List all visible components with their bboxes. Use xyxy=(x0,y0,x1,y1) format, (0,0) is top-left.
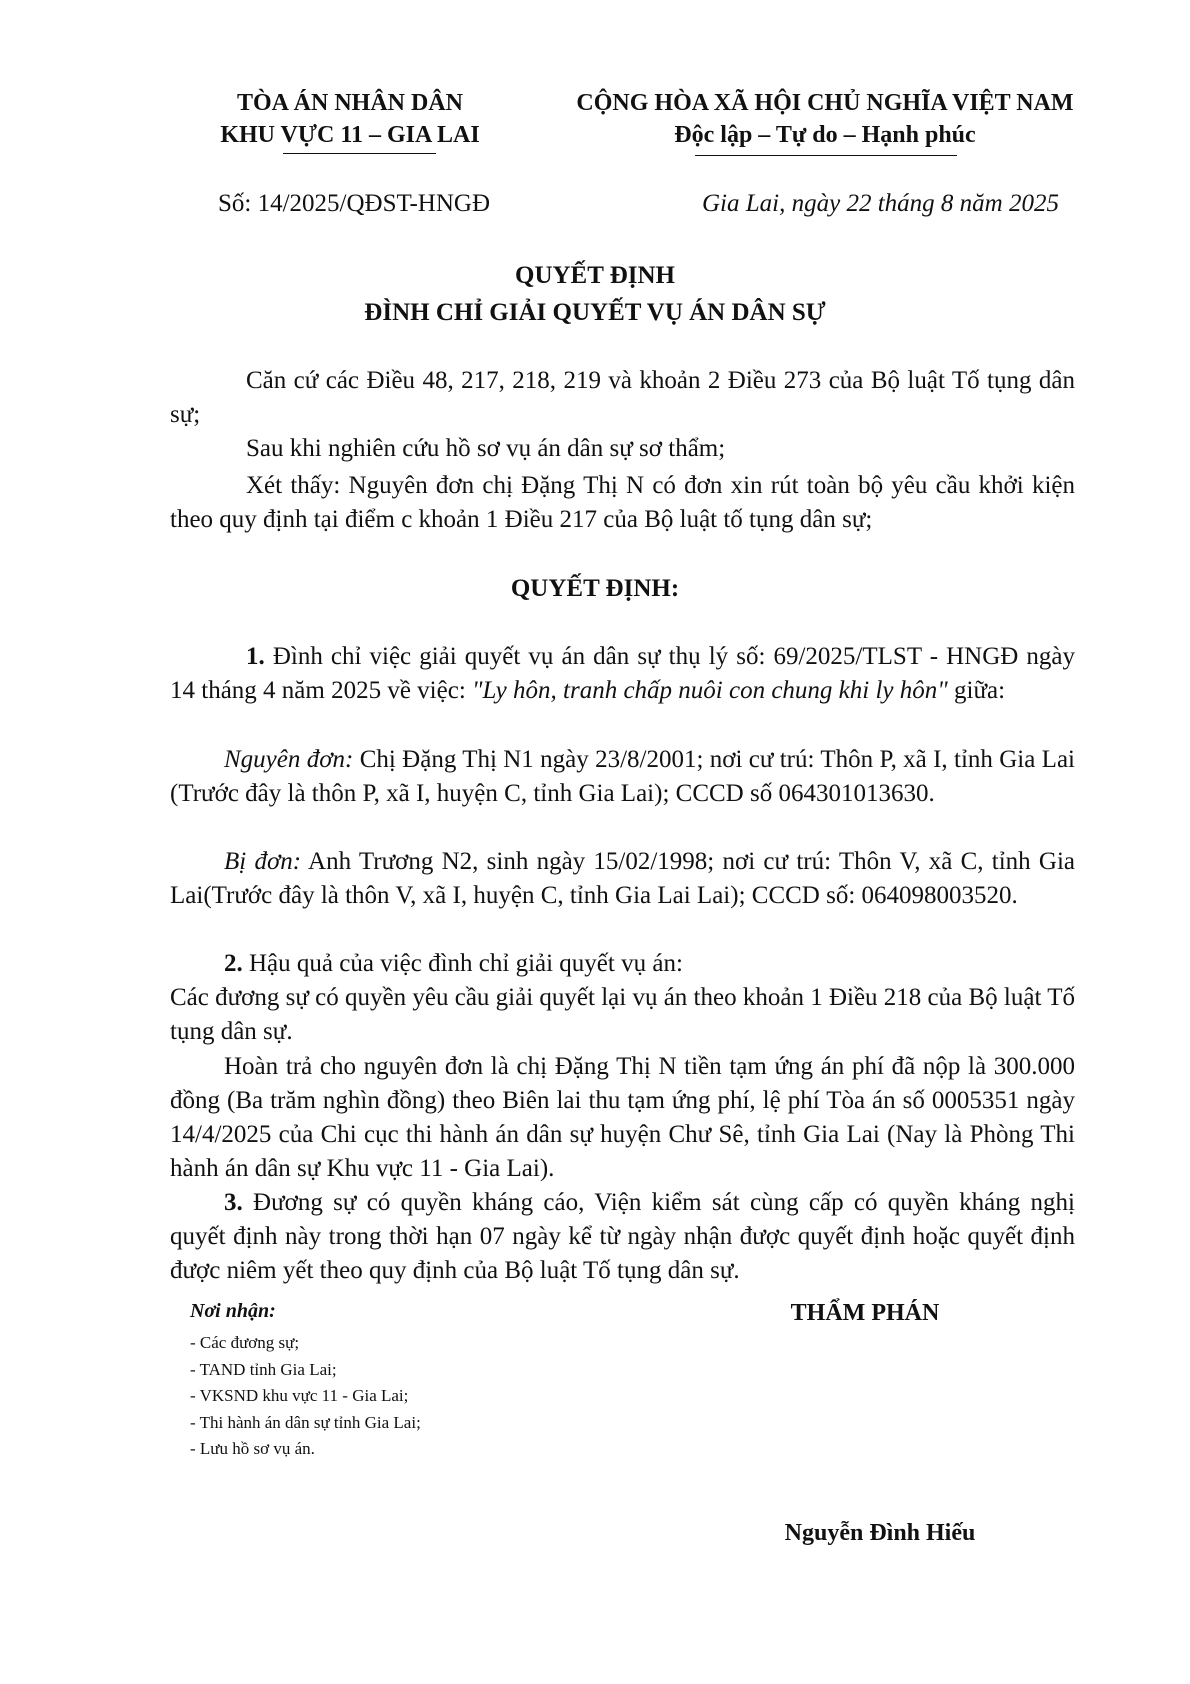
plaintiff-info xyxy=(170,743,1075,811)
refiling-rights: Các đương sự có quyền yêu cầu giải quyết lại vụ án theo khoản 1 Điều 218 của Bộ luật Tố tụng dân sự. xyxy=(170,984,1075,1045)
place-date: Gia Lai, ngày 22 tháng 8 năm 2025 xyxy=(702,190,1059,217)
item-number: 1. xyxy=(246,643,265,670)
item-text: Hậu quả của việc đình chỉ giải quyết vụ án: xyxy=(242,950,683,977)
case-name: "Ly hôn, tranh chấp nuôi con chung khi ly hôn" xyxy=(472,677,948,704)
item-text-end: giữa: xyxy=(947,677,1006,704)
plaintiff-label: Nguyên đơn: xyxy=(224,746,354,773)
national-title: CỘNG HÒA XÃ HỘI CHỦ NGHĨA VIỆT NAM xyxy=(576,90,1074,116)
defendant-label: Bị đơn: xyxy=(224,848,302,875)
study-note: Sau khi nghiên cứu hồ sơ vụ án dân sự sơ thẩm; xyxy=(246,435,726,462)
recipients-heading: Nơi nhận: xyxy=(190,1300,276,1322)
item-number: 2. xyxy=(224,950,243,977)
consideration: Xét thấy: Nguyên đơn chị Đặng Thị N có đơn xin rút toàn bộ yêu cầu khởi kiện theo quy định tại điểm c khoản 1 Điều 217 của Bộ luật tố tụng dân sự; xyxy=(170,472,1075,533)
signer-title: THẨM PHÁN xyxy=(790,1300,940,1326)
document-subtitle: ĐÌNH CHỈ GIẢI QUYẾT VỤ ÁN DÂN SỰ xyxy=(364,299,826,326)
recipient-item: - Các đương sự; xyxy=(190,1333,300,1352)
court-name-line2: KHU VỰC 11 – GIA LAI xyxy=(220,122,480,148)
recipients-list xyxy=(190,1330,421,1463)
decision-item-1 xyxy=(170,640,1075,708)
item-number: 3. xyxy=(224,1189,243,1216)
fee-refund: Hoàn trả cho nguyên đơn là chị Đặng Thị N tiền tạm ứng án phí đã nộp là 300.000 đồng (Ba trăm nghìn đồng) theo Biên lai thu tạm ứng phí, lệ phí Tòa án số 0005351 ngày 14/4/2025 của Chi cục thi hành án dân sự huyện Chư Sê, tỉnh Gia Lai (Nay là Phòng Thi hành án dân sự Khu vực 11 - Gia Lai). xyxy=(170,1053,1075,1182)
national-motto: Độc lập – Tự do – Hạnh phúc xyxy=(674,122,976,148)
defendant-info xyxy=(170,845,1075,913)
document-title: QUYẾT ĐỊNH xyxy=(515,262,675,289)
defendant-text: Anh Trương N2, sinh ngày 15/02/1998; nơi cư trú: Thôn V, xã C, tỉnh Gia Lai(Trước đây là thôn V, xã I, huyện C, tỉnh Gia Lai Lai); CCCD số: 064098003520. xyxy=(170,848,1075,909)
item-text: Đình chỉ việc giải quyết vụ án dân sự thụ lý số: 69/2025/TLST - HNGĐ ngày 14 tháng 4 năm 2025 về việc: xyxy=(170,643,1075,704)
decision-heading: QUYẾT ĐỊNH: xyxy=(510,575,680,602)
recipient-item: - TAND tỉnh Gia Lai; xyxy=(190,1359,337,1379)
court-name-line1: TÒA ÁN NHÂN DÂN xyxy=(236,90,463,116)
legal-basis: Căn cứ các Điều 48, 217, 218, 219 và khoản 2 Điều 273 của Bộ luật Tố tụng dân sự; xyxy=(170,367,1075,428)
decision-item-3 xyxy=(170,1186,1075,1288)
plaintiff-text: Chị Đặng Thị N1 ngày 23/8/2001; nơi cư trú: Thôn P, xã I, tỉnh Gia Lai (Trước đây là thôn P, xã I, huyện C, tỉnh Gia Lai); CCCD số 064301013630. xyxy=(170,746,1075,807)
court-name-underline xyxy=(283,153,436,154)
signer-name: Nguyễn Đình Hiếu xyxy=(784,1520,976,1546)
item-text: Đương sự có quyền kháng cáo, Viện kiểm sát cùng cấp có quyền kháng nghị quyết định này trong thời hạn 07 ngày kể từ ngày nhận được quyết định hoặc quyết định được niêm yết theo quy định của Bộ luật Tố tụng dân sự. xyxy=(170,1189,1075,1284)
decision-item-2 xyxy=(170,947,1075,981)
document-number: Số: 14/2025/QĐST-HNGĐ xyxy=(218,190,491,217)
national-motto-underline xyxy=(695,155,957,156)
recipient-item: - Thi hành án dân sự tỉnh Gia Lai; xyxy=(190,1412,421,1432)
recipient-item: - VKSND khu vực 11 - Gia Lai; xyxy=(190,1386,409,1405)
recipient-item: - Lưu hồ sơ vụ án. xyxy=(190,1439,315,1458)
